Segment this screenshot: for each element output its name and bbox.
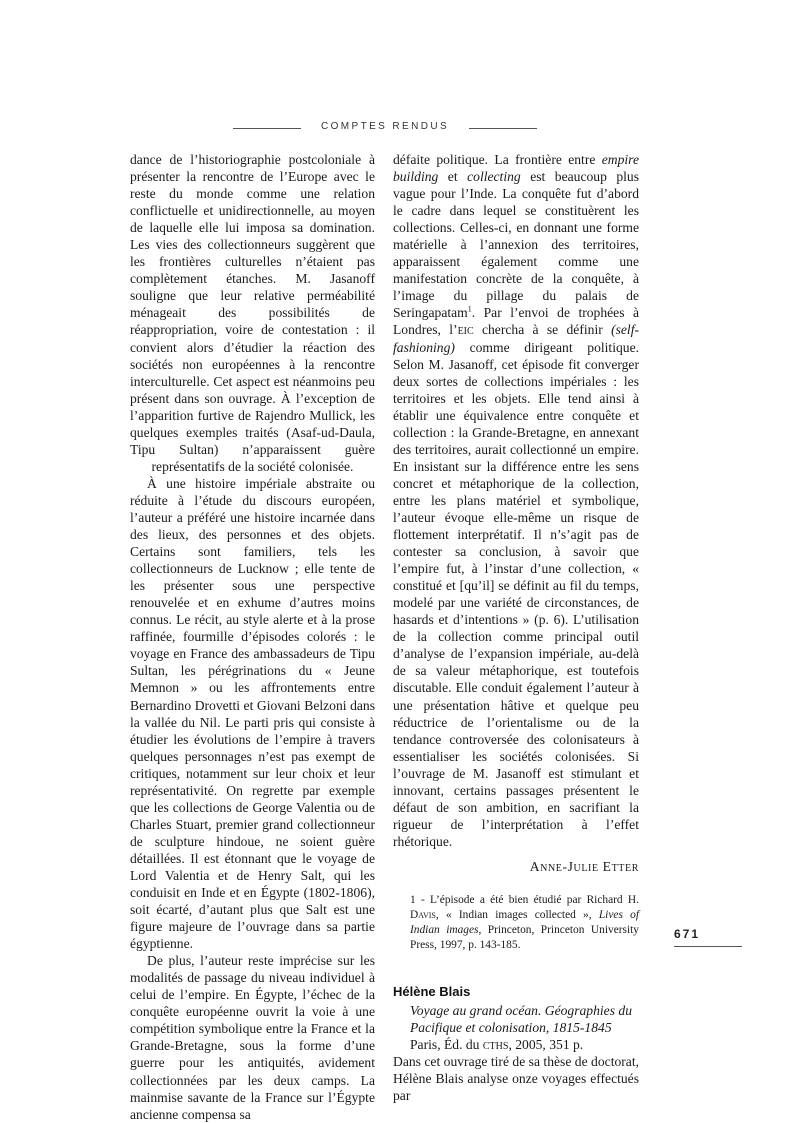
footnote (393, 893, 639, 953)
paragraph: De plus, l’auteur reste imprécise sur les modalités de passage du niveau individuel à celui de l’empire. En Égypte, l’échec de la conquête européenne ouvrit la voie à une compétition symbolique entre la France et la Grande-Bretagne, sous la forme d’une guerre pour les antiquités, avidement collectionnées par les deux camps. La mainmise savante de la France sur l’Égypte ancienne compensa sa (130, 953, 375, 1122)
text-run: est beaucoup plus vague pour l’Inde. La conquête fut d’abord le cadre dans lequel se constituèrent les collections. Celles-ci, en donnant une forme matérielle à l’annexion des territoires, apparaissent également comme une manifestation concrète de la conquête, à l’image du pillage du palais de Seringapatam (393, 169, 640, 321)
text-run: 1 - L’épisode a été bien étudié par Richard H. (410, 893, 639, 906)
paragraph: Dans cet ouvrage tiré de sa thèse de doctorat, Hélène Blais analyse onze voyages effectués par (393, 1054, 639, 1104)
running-header: COMPTES RENDUS (320, 121, 450, 132)
header-rule-left (233, 128, 301, 129)
book-entry (393, 983, 639, 1053)
text-run: chercha à se définir (473, 322, 612, 338)
cited-title: Lives of Indian images (410, 908, 639, 936)
text-run: défaite politique. La frontière entre (393, 152, 602, 167)
paragraph: À une histoire impériale abstraite ou réduite à l’étude du discours européen, l’auteur a préféré une histoire incarnée dans des lieux, des personnes et des objets. Certains sont familiers, tels les collectionneurs de Lucknow ; elle tente de les présenter sous une perspective renouvelée et en exhume d’autres moins connus. Le récit, au style alerte et à la prose raffinée, fourmille d’épisodes colorés : le voyage en France des ambassadeurs de Tipu Sultan, les pérégrinations du « Jeune Memnon » ou les affrontements entre Bernardino Drovetti et Giovani Belzoni dans la vallée du Nil. Le parti pris qui consiste à étudier les évolutions de l’empire à travers quelques personnages n’est pas exempt de critiques, notamment sur leur choix et leur représentativité. On regrette par exemple que les collections de George Valentia ou de Charles Stuart, premier grand collectionneur de sculpture hindoue, ne soient guère détaillées. Il est étonnant que le voyage de Lord Valentia et de Henry Salt, qui les conduisit en Inde et en Égypte (1802-1806), soit écarté, d’autant plus que Salt est une figure majeure de l’ouvrage dans sa partie égyptienne. (130, 475, 375, 952)
text-run: comme dirigeant politique. Selon M. Jasanoff, cet épisode fit converger deux sortes de collections impériales : les territoires et les objets. Elle tend ainsi à établir une équivalence entre conquête et collection : la Grande-Bretagne, en annexant des territoires, aurait collectionné un empire. En insistant sur la différence entre les sens concret et métaphorique de la collection, entre les plans matériel et symbolique, l’auteur évoque elle-même un risque de flottement interprétatif. Il n’s’agit pas de contester sa conclusion, à savoir que l’empire fut, à l’instar d’une collection, « constitué et [qu’il] se définit au fil du temps, modelé par une variété de circonstances, de hasards et d’intentions » (p. 6). L’utilisation de la collection comme principal outil d’analyse de l’expansion impériale, au-delà de sa valeur métaphorique, est toutefois discutable. Elle conduit également l’auteur à une présentation hâtive et quelque peu réductrice de l’orientalisme ou de la tendance controversée des colonisateurs à essentialiser les sociétés colonisées. Si l’ouvrage de M. Jasanoff est stimulant et innovant, certains passages présentent le défaut de son ambition, en sacrifiant la rigueur de l’interprétation à l’effet rhétorique. (393, 339, 639, 849)
book-publication (410, 1036, 639, 1053)
review-signature: Anne-Julie Etter (529, 858, 639, 874)
right-column (393, 151, 639, 1104)
text-run: , « Indian images collected », (435, 908, 599, 921)
text-run: Paris, Éd. du (410, 1037, 483, 1053)
book-title: Voyage au grand océan. Géographies du Pacifique et colonisation, 1815-1845 (410, 1003, 632, 1036)
acronym: eic (457, 322, 474, 338)
footnote-ref[interactable]: 1 (467, 304, 472, 314)
paragraph: dance de l’historiographie postcoloniale à présenter la rencontre de l’Europe avec le reste du monde comme une relation conflictuelle et unidirectionnelle, au moyen de laquelle elle lui imposa sa domination. Les vies des collectionneurs suggèrent que les frontières culturelles n’étaient pas complètement étanches. M. Jasanoff souligne que leur relative perméabilité ménageait des possibilités de réappropriation, voire de contestation : il convient alors d’étudier la réaction des sociétés non européennes à la rencontre interculturelle. Cet aspect est néanmoins peu présent dans son ouvrage. À l’exception de l’apparition furtive de Rajendro Mullick, les quelques exemples traités (Asaf-ud-Daula, Tipu Sultan) n’apparaissent guère représentatifs de la société colonisée. (130, 152, 375, 474)
header-rule-right (469, 128, 537, 129)
cited-author: Davis (410, 908, 436, 921)
page-number: 671 (674, 927, 701, 941)
book-author: Hélène Blais (393, 983, 471, 999)
folio-rule (674, 946, 742, 947)
paragraph (393, 151, 639, 850)
italic-term: collecting (467, 169, 521, 185)
text-run: et (438, 169, 468, 185)
book-meta (393, 1002, 639, 1053)
italic-term: empire building (393, 152, 639, 185)
text-run: . Par l’envoi de trophées à Londres, l’ (393, 305, 639, 338)
left-column (130, 151, 375, 1123)
publisher-acronym: cths (482, 1037, 509, 1053)
text-run: , 2005, 351 p. (508, 1037, 584, 1053)
text-run: , Princeton, Princeton University Press, 1997, p. 143-185. (410, 923, 639, 951)
italic-term: (self-fashioning) (393, 322, 639, 355)
